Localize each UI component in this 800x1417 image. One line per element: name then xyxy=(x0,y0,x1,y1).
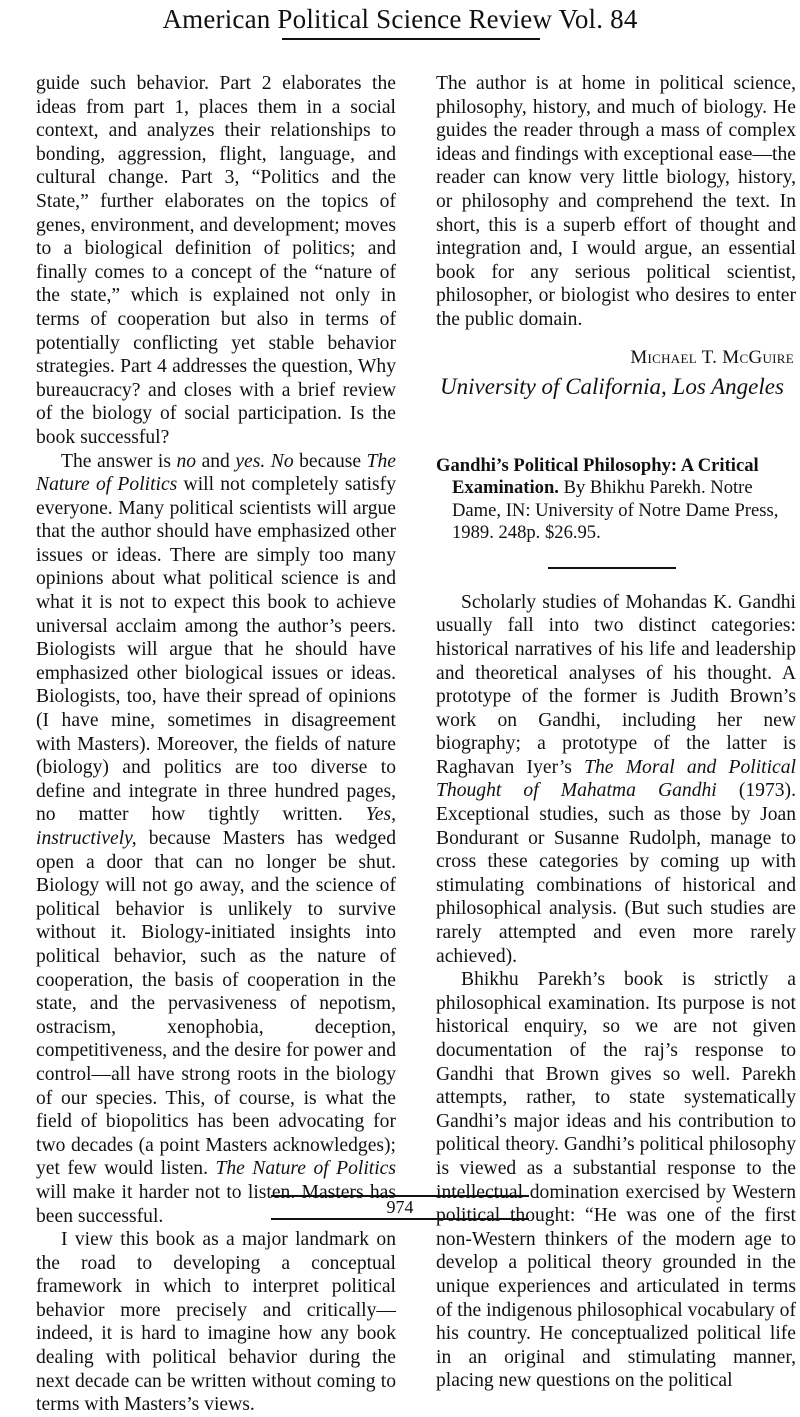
text-run: and xyxy=(196,450,236,472)
book-title-italic: The Nature of Politics xyxy=(36,450,396,496)
emphasis: no xyxy=(176,450,197,472)
review-heading xyxy=(436,455,796,545)
paragraph xyxy=(436,591,796,969)
header-rule xyxy=(282,38,540,40)
emphasis: yes. No xyxy=(235,450,294,472)
text-run: The answer is xyxy=(61,450,177,472)
book-title-italic: The Moral and Political Thought of Mahatma Gandhi xyxy=(436,756,796,802)
text-run: because Masters has wedged open a door that can no longer be shut. Biology will not go away, and the science of political behavior is unlikely to survive without it. Biology-initiated insights into political behavior, such as the nature of cooperation, the basis of cooperation in the state, and the pervasiveness of nepotism, ostracism, xenophobia, deception, competitiveness, and the desire for power and control—all have strong roots in the biology of our species. This, of course, is what the field of biopolitics has been advocating for two decades (a point Masters acknowledges); yet few would listen. xyxy=(36,828,396,1180)
reviewer-name: Michael T. McGuire xyxy=(630,346,794,368)
paragraph xyxy=(36,450,396,1229)
text-run: (1973). Exceptional studies, such as those by Joan Bondurant or Susanne Rudolph, manage to cross these categories by coming up with stimulating combinations of historical and philosophical analysis. (But such studies are rarely attempted and even more rarely achieved). xyxy=(436,780,796,967)
text-run: because xyxy=(293,450,367,472)
reviewed-book-details: By Bhikhu Parekh. Notre Dame, IN: University of Notre Dame Press, 1989. 248p. $26.95. xyxy=(452,477,779,544)
paragraph: guide such behavior. Part 2 elaborates the ideas from part 1, places them in a social context, and analyzes their relationships to bonding, aggression, flight, language, and cultural change. Part 3, “Politics and the State,” further elaborates on the topics of genes, environment, and development; moves to a biological definition of politics; and finally comes to a concept of the “nature of the state,” which is explained not only in terms of cooperation but also in terms of potentially conflicting yet stable behavior strategies. Part 4 addresses the question, Why bureaucracy? and closes with a brief review of the biology of social participation. Is the book successful? xyxy=(36,73,396,448)
journal-title: American Political Science Review Vol. 84 xyxy=(162,4,638,34)
paragraph: Bhikhu Parekh’s book is strictly a philosophical examination. Its purpose is not historical enquiry, so we are not given documentation of the raj’s response to Gandhi that Brown gives so well. Parekh attempts, rather, to state systematically Gandhi’s major ideas and his contribution to political theory. Gandhi’s political philosophy is viewed as a substantial response to the intellectual domination exercised by Western political thought: “He was one of the first non-Western thinkers of the modern age to develop a political theory grounded in the unique experiences and articulated in terms of the indigenous philosophical vocabulary of his country. He conceptualized political life in an original and stimulating manner, placing new questions on the political xyxy=(436,969,796,1392)
reviewed-book-title: Gandhi’s Political Philosophy: A Critical Examination. xyxy=(436,454,759,499)
text-run: Scholarly studies of Mohandas K. Gandhi usually fall into two distinct categories: historical narratives of his life and leadership and theoretical analyses of his thought. A prototype of the former is Judith Brown’s work on Gandhi, including her new biography; a prototype of the latter is Raghavan Iyer’s xyxy=(436,591,796,778)
reviewer-affiliation: University of California, Los Angeles xyxy=(440,374,784,400)
review-body xyxy=(436,591,796,1393)
emphasis: Yes, instructively, xyxy=(36,804,396,849)
text-run: will make it harder not to listen. Masters has been successful. xyxy=(36,1181,396,1227)
book-title-italic: The Nature of Politics xyxy=(215,1158,396,1180)
page-number: 974 xyxy=(386,1197,414,1217)
footer-rule-bottom xyxy=(271,1218,529,1220)
paragraph: The author is at home in political science, philosophy, history, and much of biology. He guides the reader through a mass of complex ideas and findings with exceptional ease—the reader can know very little biology, history, or philosophy and comprehend the text. In short, this is a superb effort of thought and integration and, I would argue, an essential book for any serious political scientist, philosopher, or biologist who desires to enter the public domain. xyxy=(436,73,796,330)
text-run: will not completely satisfy everyone. Many political scientists will argue that the author should have emphasized other issues or ideas. There are simply too many opinions about what political science is and what it is not to expect this book to achieve universal acclaim among the author’s peers. Biologists will argue that he should have emphasized other biological issues or ideas. Biologists, too, have their spread of opinions (I have mine, sometimes in disagreement with Masters). Moreover, the fields of nature (biology) and politics are too diverse to define and integrate in three hundred pages, no matter how tightly written. xyxy=(36,474,396,826)
paragraph: I view this book as a major landmark on the road to developing a conceptual framework in which to interpret political behavior more precisely and critically—indeed, it is hard to imagine how any book dealing with political behavior during the next decade can be written without coming to terms with Masters’s views. xyxy=(36,1229,396,1416)
running-header xyxy=(0,0,800,54)
heading-rule xyxy=(548,567,676,569)
